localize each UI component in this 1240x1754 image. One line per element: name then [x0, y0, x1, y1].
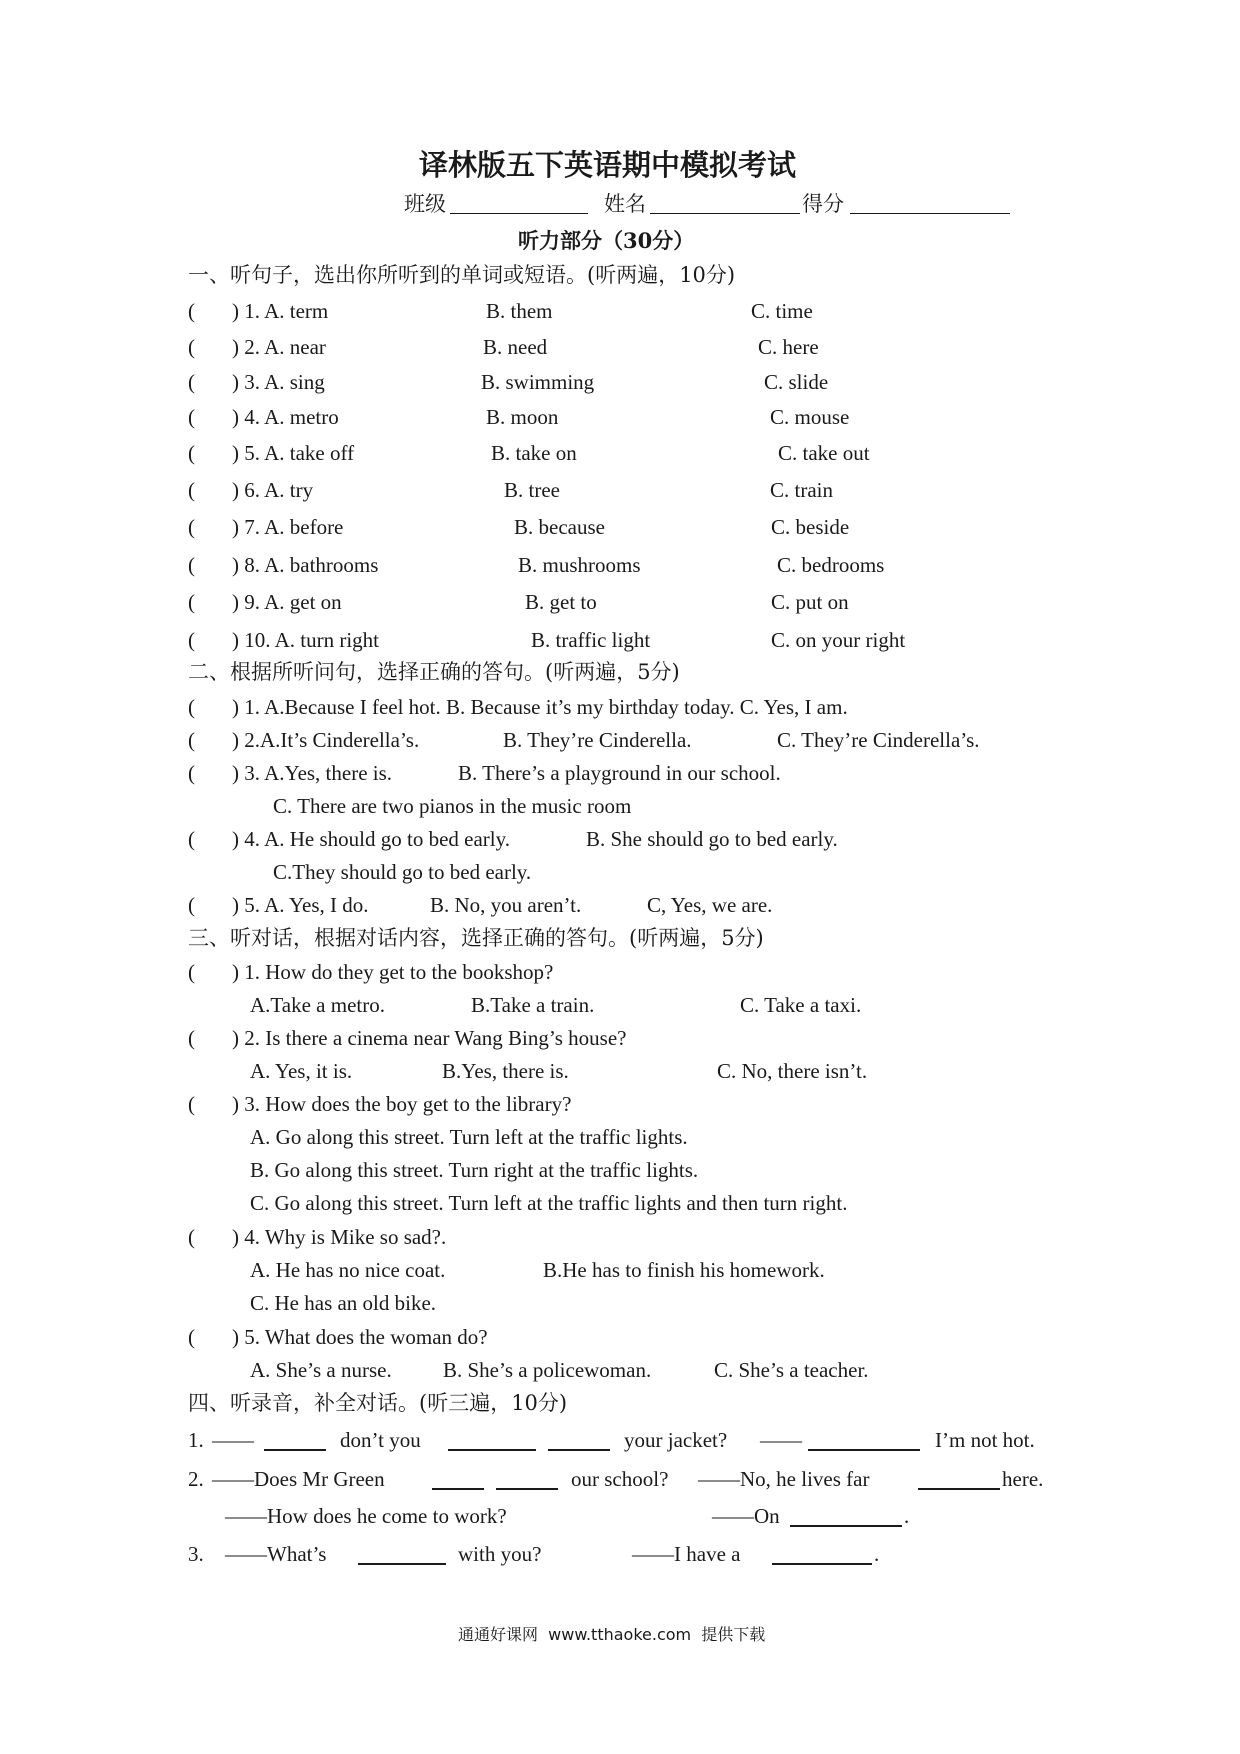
option-b: B. get to	[525, 590, 597, 614]
dialog-text: I’m not hot.	[935, 1428, 1035, 1452]
fill-blank[interactable]	[496, 1488, 558, 1490]
list-item: ) 6. A. try	[232, 478, 314, 502]
name-blank[interactable]	[650, 213, 800, 214]
section4-heading: 四、听录音，补全对话。(听三遍，10分)	[188, 1391, 568, 1415]
paren: (	[188, 960, 195, 984]
paren: (	[188, 1026, 195, 1050]
paren: (	[188, 1225, 195, 1249]
fill-blank[interactable]	[772, 1563, 872, 1565]
paren: (	[188, 553, 195, 577]
fill-blank[interactable]	[264, 1449, 326, 1451]
paren: (	[188, 515, 195, 539]
fill-blank[interactable]	[918, 1488, 1000, 1490]
option-c: C. Go along this street. Turn left at the traffic lights and then turn right.	[250, 1191, 848, 1215]
fill-blank[interactable]	[548, 1449, 610, 1451]
option-b: B. mushrooms	[518, 553, 641, 577]
dialog-text: our school?	[571, 1467, 669, 1491]
option-a: A.Take a metro.	[250, 993, 385, 1017]
option-b: B. She should go to bed early.	[586, 827, 838, 851]
page-title: 译林版五下英语期中模拟考试	[419, 148, 797, 182]
option-b: B.Yes, there is.	[442, 1059, 569, 1083]
list-item: ) 3. A.Yes, there is.	[232, 761, 393, 785]
option-c: C. There are two pianos in the music room	[273, 794, 632, 818]
dialog-text: ——No, he lives far	[698, 1467, 870, 1491]
paren: (	[188, 590, 195, 614]
class-label: 班级	[404, 192, 446, 216]
option-b: B. They’re Cinderella.	[503, 728, 692, 752]
paren: (	[188, 1325, 195, 1349]
fill-blank[interactable]	[448, 1449, 536, 1451]
paren: (	[188, 370, 195, 394]
fill-blank[interactable]	[358, 1563, 446, 1565]
dash: ——	[212, 1428, 254, 1452]
list-item: ) 5. A. Yes, I do.	[232, 893, 369, 917]
fill-blank[interactable]	[790, 1525, 902, 1527]
fill-blank[interactable]	[432, 1488, 484, 1490]
fill-blank[interactable]	[808, 1449, 920, 1451]
dialog-text: ——I have a	[632, 1542, 741, 1566]
option-c: C. put on	[771, 590, 849, 614]
option-c: C. beside	[771, 515, 850, 539]
list-item: ) 9. A. get on	[232, 590, 342, 614]
item-number: 2.	[188, 1467, 204, 1491]
option-c: C.They should go to bed early.	[273, 860, 532, 884]
option-c: C. They’re Cinderella’s.	[777, 728, 980, 752]
list-item: ) 5. A. take off	[232, 441, 355, 465]
option-b: B. traffic light	[531, 628, 651, 652]
option-b: B. because	[514, 515, 605, 539]
option-a: A. She’s a nurse.	[250, 1358, 392, 1382]
option-b: B. Go along this street. Turn right at the traffic lights.	[250, 1158, 699, 1182]
option-c: C. mouse	[770, 405, 850, 429]
option-b: B. moon	[486, 405, 559, 429]
option-a: A. Yes, it is.	[250, 1059, 353, 1083]
paren: (	[188, 827, 195, 851]
paren: (	[188, 761, 195, 785]
option-c: C. slide	[764, 370, 829, 394]
paren: (	[188, 299, 195, 323]
option-c: C. She’s a teacher.	[714, 1358, 869, 1382]
option-c: C. No, there isn’t.	[717, 1059, 868, 1083]
option-b: B. No, you aren’t.	[430, 893, 582, 917]
option-c: C, Yes, we are.	[647, 893, 773, 917]
option-c: C. Take a taxi.	[740, 993, 862, 1017]
list-item: ) 1. A. term	[232, 299, 329, 323]
score-label: 得分	[802, 192, 844, 216]
list-item: ) 1. A.Because I feel hot. B. Because it’s my birthday today. C. Yes, I am.	[232, 695, 848, 719]
question: ) 2. Is there a cinema near Wang Bing’s house?	[232, 1026, 627, 1050]
option-b: B. She’s a policewoman.	[443, 1358, 652, 1382]
paren: (	[188, 478, 195, 502]
option-c: C. bedrooms	[777, 553, 885, 577]
paren: (	[188, 893, 195, 917]
option-b: B. There’s a playground in our school.	[458, 761, 781, 785]
dialog-text: .	[874, 1542, 880, 1566]
option-b: B. them	[486, 299, 553, 323]
option-c: C. take out	[778, 441, 870, 465]
option-c: C. train	[770, 478, 833, 502]
section2-heading: 二、根据所听问句，选择正确的答句。(听两遍，5分)	[188, 660, 680, 684]
list-item: ) 8. A. bathrooms	[232, 553, 379, 577]
list-item: ) 4. A. He should go to bed early.	[232, 827, 511, 851]
option-b: B.Take a train.	[471, 993, 595, 1017]
paren: (	[188, 695, 195, 719]
dash: ——	[760, 1428, 802, 1452]
list-item: ) 7. A. before	[232, 515, 344, 539]
option-b: B.He has to finish his homework.	[543, 1258, 825, 1282]
option-b: B. take on	[491, 441, 577, 465]
item-number: 1.	[188, 1428, 204, 1452]
dialog-text: ——How does he come to work?	[225, 1504, 507, 1528]
option-b: B. tree	[504, 478, 560, 502]
option-c: C. here	[758, 335, 819, 359]
list-item: ) 10. A. turn right	[232, 628, 379, 652]
item-number: 3.	[188, 1542, 204, 1566]
option-c: C. time	[751, 299, 813, 323]
option-b: B. swimming	[481, 370, 595, 394]
list-item: ) 2. A. near	[232, 335, 326, 359]
section3-heading: 三、听对话，根据对话内容，选择正确的答句。(听两遍，5分)	[188, 926, 764, 950]
score-blank[interactable]	[850, 213, 1010, 214]
option-a: A. He has no nice coat.	[250, 1258, 446, 1282]
paren: (	[188, 405, 195, 429]
footer-credit: 通通好课网 www.tthaoke.com 提供下载	[458, 1625, 766, 1644]
paren: (	[188, 728, 195, 752]
option-b: B. need	[483, 335, 548, 359]
list-item: ) 4. A. metro	[232, 405, 339, 429]
question: ) 4. Why is Mike so sad?.	[232, 1225, 447, 1249]
class-blank[interactable]	[450, 213, 588, 214]
name-label: 姓名	[604, 192, 646, 216]
question: ) 3. How does the boy get to the library?	[232, 1092, 572, 1116]
paren: (	[188, 628, 195, 652]
paren: (	[188, 1092, 195, 1116]
option-c: C. on your right	[771, 628, 906, 652]
list-item: ) 3. A. sing	[232, 370, 325, 394]
section1-heading: 一、听句子，选出你所听到的单词或短语。(听两遍，10分)	[188, 263, 736, 287]
paren: (	[188, 441, 195, 465]
option-c: C. He has an old bike.	[250, 1291, 437, 1315]
dialog-text: ——What’s	[225, 1542, 327, 1566]
listening-header: 听力部分（30分）	[518, 228, 695, 253]
paren: (	[188, 335, 195, 359]
question: ) 1. How do they get to the bookshop?	[232, 960, 554, 984]
option-a: A. Go along this street. Turn left at the traffic lights.	[250, 1125, 688, 1149]
dialog-text: ——On	[712, 1504, 780, 1528]
dialog-text: with you?	[458, 1542, 542, 1566]
list-item: ) 2.A.It’s Cinderella’s.	[232, 728, 420, 752]
question: ) 5. What does the woman do?	[232, 1325, 488, 1349]
dialog-text: ——Does Mr Green	[212, 1467, 385, 1491]
dialog-text: here.	[1002, 1467, 1044, 1491]
dialog-text: your jacket?	[624, 1428, 728, 1452]
dialog-text: don’t you	[340, 1428, 421, 1452]
dialog-text: .	[904, 1504, 910, 1528]
